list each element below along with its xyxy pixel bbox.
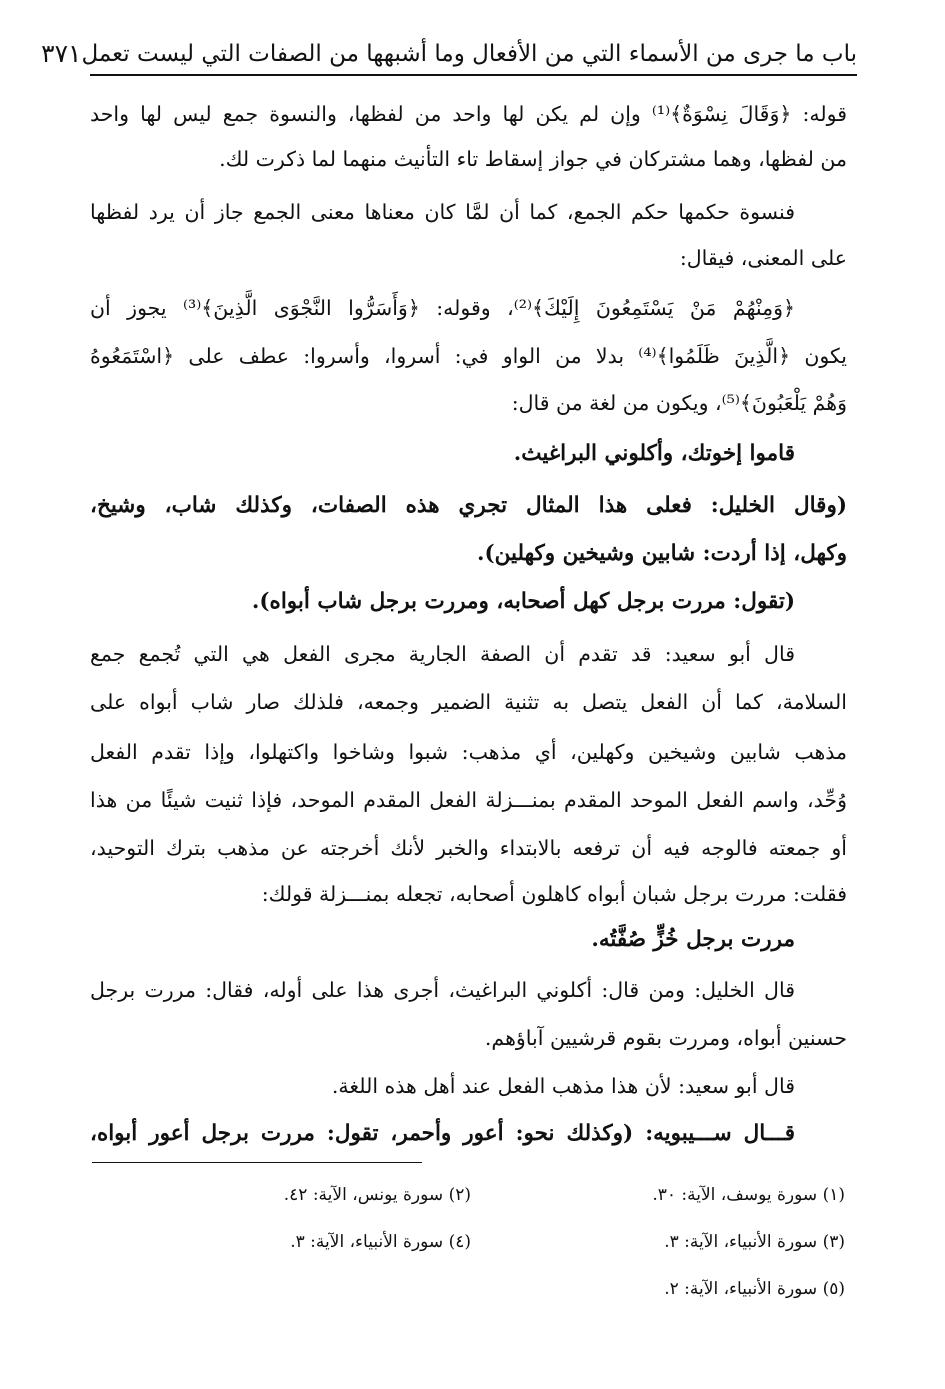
footnote: (٥) سورة الأنبياء، الآية: ٢. bbox=[664, 1279, 845, 1299]
text-line: مذهب شابين وشيخين وكهلين، أي مذهب: شبوا وشاخوا واكتهلوا، وإذا تقدم الفعل bbox=[90, 740, 847, 764]
text-line: من لفظها، وهما مشتركان في جواز إسقاط تاء التأنيث منهما لما ذكرت لك. bbox=[219, 147, 847, 171]
footnote: (٣) سورة الأنبياء، الآية: ٣. bbox=[664, 1232, 845, 1252]
text-line: وَهُمْ يَلْعَبُونَ﴾⁽⁵⁾، ويكون من لغة من قال: bbox=[511, 391, 847, 415]
page-number: ٣٧١ bbox=[41, 39, 82, 68]
text-line: فقلت: مررت برجل شبان أبواه كاهلون أصحابه، تجعله بمنـــزلة قولك: bbox=[261, 882, 847, 906]
footnote-separator bbox=[92, 1162, 422, 1163]
text-line: وكهل، إذا أردت: شابين وشيخين وكهلين). bbox=[477, 541, 847, 566]
text-line: قوله: ﴿وَقَالَ نِسْوَةٌ﴾⁽¹⁾ وإن لم يكن لها واحد من لفظها، والنسوة جمع ليس لها واحد bbox=[90, 102, 847, 126]
text-line: (وقال الخليل: فعلى هذا المثال تجري هذه الصفات، وكذلك شاب، وشيخ، bbox=[90, 493, 847, 518]
text-line: قال أبو سعيد: قد تقدم أن الصفة الجارية مجرى الفعل هي التي تُجمع جمع bbox=[90, 642, 795, 666]
text-line: يكون ﴿الَّذِينَ ظَلَمُوا﴾⁽⁴⁾ بدلا من الواو في: أسروا، وأسروا: عطف على ﴿اسْتَمَعُوهُ bbox=[90, 344, 847, 368]
text-line: (تقول: مررت برجل كهل أصحابه، ومررت برجل شاب أبواه). bbox=[251, 589, 795, 614]
text-line: مررت برجل خُزٍّ صُفَّتُه. bbox=[591, 927, 795, 952]
text-line: السلامة، كما أن الفعل يتصل به تثنية الضمير وجمعه، فلذلك صار شاب أبواه على bbox=[90, 690, 847, 714]
footnote: (٢) سورة يونس، الآية: ٤٢. bbox=[283, 1185, 471, 1205]
text-line: قـــال ســـيبويه: (وكذلك نحو: أعور وأحمر، تقول: مررت برجل أعور أبواه، bbox=[90, 1121, 795, 1146]
text-line: وُحِّد، واسم الفعل الموحد المقدم بمنـــزلة الفعل المقدم الموحد، فإذا ثنيت شيئًا من هذا bbox=[90, 788, 847, 812]
footnote: (١) سورة يوسف، الآية: ٣٠. bbox=[652, 1185, 845, 1205]
text-line: حسنين أبواه، ومررت بقوم قرشيين آباؤهم. bbox=[484, 1026, 847, 1050]
text-line: ﴿وَمِنْهُمْ مَنْ يَسْتَمِعُونَ إِلَيْكَ﴾⁽²⁾، وقوله: ﴿وَأَسَرُّوا النَّجْوَى الَّذِينَ﴾⁽³⁾ يجوز أن bbox=[90, 296, 795, 320]
text-line: قال الخليل: ومن قال: أكلوني البراغيث، أجرى هذا على أوله، فقال: مررت برجل bbox=[90, 978, 795, 1002]
footnote: (٤) سورة الأنبياء، الآية: ٣. bbox=[290, 1232, 471, 1252]
text-line: قال أبو سعيد: لأن هذا مذهب الفعل عند أهل هذه اللغة. bbox=[331, 1074, 795, 1098]
text-line: قاموا إخوتك، وأكلوني البراغيث. bbox=[513, 441, 795, 466]
text-line: فنسوة حكمها حكم الجمع، كما أن لمَّا كان معناها معنى الجمع جاز أن يرد لفظها bbox=[90, 200, 795, 224]
text-line: أو جمعته فالوجه فيه أن ترفعه بالابتداء والخبر لأنك أخرجته عن مذهب بترك التوحيد، bbox=[90, 836, 847, 860]
running-header bbox=[41, 28, 857, 76]
text-line: على المعنى، فيقال: bbox=[679, 246, 847, 270]
chapter-title: باب ما جرى من الأسماء التي من الأفعال وما أشبهها من الصفات التي ليست تعمل bbox=[81, 41, 857, 67]
